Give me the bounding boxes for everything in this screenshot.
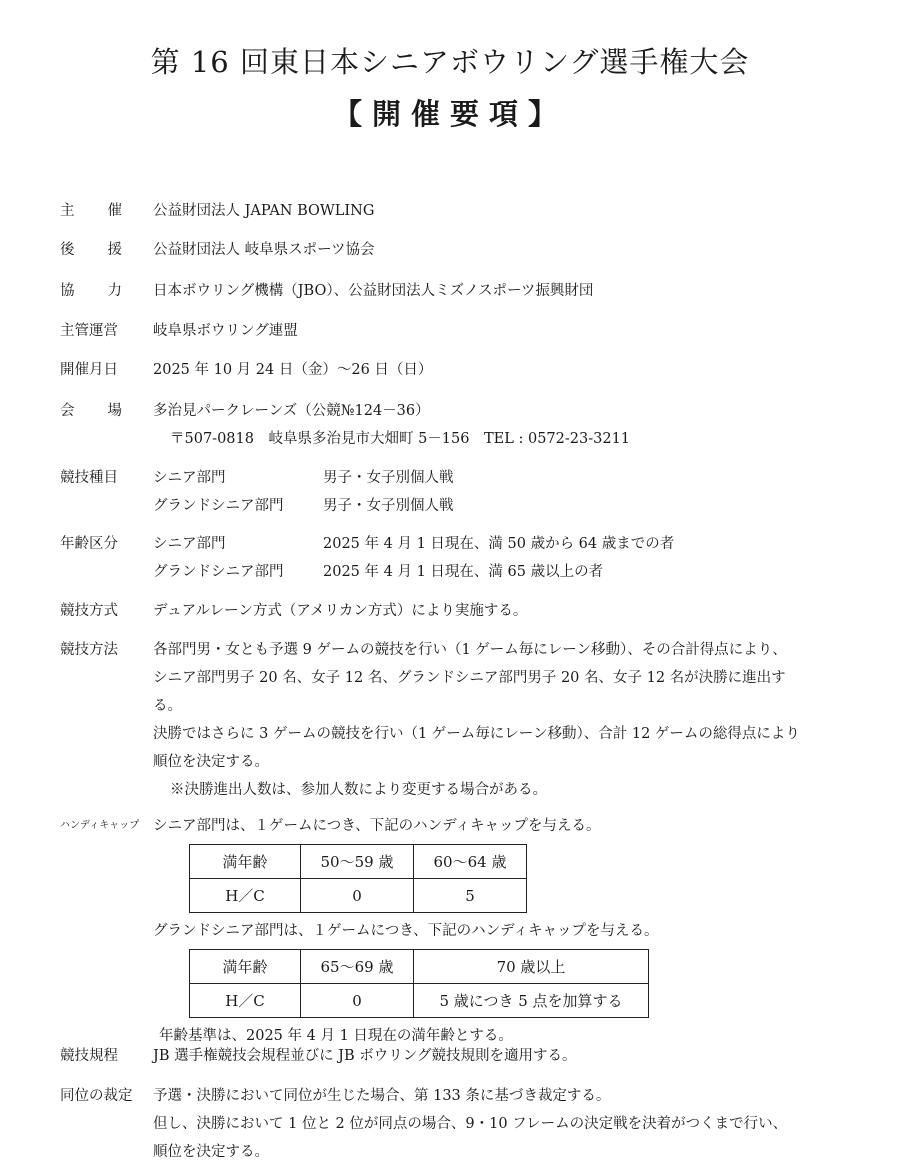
format-value: デュアルレーン方式（アメリカン方式）により実施する。	[153, 603, 528, 619]
table-cell: 満年齢	[190, 950, 301, 984]
venue-name: 多治見パークレーンズ（公競№124－36）	[153, 403, 430, 419]
table-row	[190, 950, 649, 984]
tie-line: 但し、決勝において 1 位と 2 位が同点の場合、9・10 フレームの決定戦を決着がつくまで行い、	[153, 1116, 788, 1132]
age-item: グランドシニア部門 2025 年 4 月 1 日現在、満 65 歳以上の者	[153, 564, 604, 580]
host-value: 公益財団法人 JAPAN BOWLING	[153, 203, 375, 219]
table-cell: 50～59 歳	[301, 845, 414, 879]
grand-handicap-intro: グランドシニア部門は、１ゲームにつき、下記のハンディキャップを与える。	[153, 923, 659, 939]
cooperation-value: 日本ボウリング機構（JBO）、公益財団法人ミズノスポーツ振興財団	[153, 283, 594, 299]
venue-address: 〒507-0818 岐阜県多治見市大畑町 5－156 TEL : 0572-23-3211	[170, 431, 631, 447]
events-item: グランドシニア部門 男子・女子別個人戦	[153, 498, 454, 514]
format-label: 競技方式	[60, 603, 118, 619]
management-value: 岐阜県ボウリング連盟	[153, 323, 298, 339]
table-cell: 65～69 歳	[301, 950, 414, 984]
venue-label: 会 場	[60, 403, 122, 419]
tie-value	[153, 1082, 787, 1166]
table-cell: 満年齢	[190, 845, 301, 879]
dates-value: 2025 年 10 月 24 日（金）～26 日（日）	[153, 362, 433, 378]
grand-handicap-table	[189, 949, 649, 1018]
events-item: シニア部門 男子・女子別個人戦	[153, 470, 454, 486]
table-cell: 60～64 歳	[414, 845, 527, 879]
cooperation-label: 協 力	[60, 283, 122, 299]
events-value	[153, 464, 454, 520]
method-value	[153, 636, 800, 804]
method-line: シニア部門男子 20 名、女子 12 名、グランドシニア部門男子 20 名、女子 12 名が決勝に進出す	[153, 670, 786, 686]
venue-value	[153, 397, 630, 453]
management-label: 主管運営	[60, 323, 118, 339]
table-row	[190, 984, 649, 1018]
method-note: ※決勝進出人数は、参加人数により変更する場合がある。	[170, 782, 547, 798]
table-cell: 70 歳以上	[414, 950, 649, 984]
table-row	[190, 879, 527, 913]
events-label: 競技種目	[60, 470, 118, 486]
table-row	[190, 845, 527, 879]
senior-handicap-table	[189, 844, 527, 913]
method-line: 決勝ではさらに 3 ゲームの競技を行い（1 ゲーム毎にレーン移動）、合計 12 ゲームの総得点により	[153, 726, 800, 742]
tie-line: 順位を決定する。	[153, 1144, 269, 1160]
age-item: シニア部門 2025 年 4 月 1 日現在、満 50 歳から 64 歳までの者	[153, 536, 675, 552]
tie-line: 予選・決勝において同位が生じた場合、第 133 条に基づき裁定する。	[153, 1088, 611, 1104]
age-value	[153, 530, 674, 586]
senior-handicap-intro: シニア部門は、１ゲームにつき、下記のハンディキャップを与える。	[153, 818, 601, 834]
table-cell: 5	[414, 879, 527, 913]
table-cell: H／C	[190, 984, 301, 1018]
method-line: る。	[153, 698, 182, 714]
table-cell: H／C	[190, 879, 301, 913]
handicap-label: ハンディキャップ	[60, 820, 140, 831]
table-cell: 0	[301, 879, 414, 913]
dates-label: 開催月日	[60, 362, 118, 378]
document-title: 第 16 回東日本シニアボウリング選手権大会	[150, 45, 750, 79]
host-label: 主 催	[60, 203, 122, 219]
handicap-value	[153, 812, 658, 1050]
table-cell: 5 歳につき 5 点を加算する	[414, 984, 649, 1018]
support-value: 公益財団法人 岐阜県スポーツ協会	[153, 242, 375, 258]
method-line: 順位を決定する。	[153, 754, 269, 770]
table-cell: 0	[301, 984, 414, 1018]
age-basis-note: 年齢基準は、2025 年 4 月 1 日現在の満年齢とする。	[159, 1028, 513, 1044]
document-subtitle: 【開催要項】	[332, 97, 567, 131]
age-label: 年齢区分	[60, 536, 118, 552]
rules-label: 競技規程	[60, 1048, 118, 1064]
tie-label: 同位の裁定	[60, 1088, 133, 1104]
rules-value: JB 選手権競技会規程並びに JB ボウリング競技規則を適用する。	[153, 1048, 577, 1064]
method-label: 競技方法	[60, 642, 118, 658]
support-label: 後 援	[60, 242, 122, 258]
method-line: 各部門男・女とも予選 9 ゲームの競技を行い（1 ゲーム毎にレーン移動）、その合計得点により、	[153, 642, 787, 658]
